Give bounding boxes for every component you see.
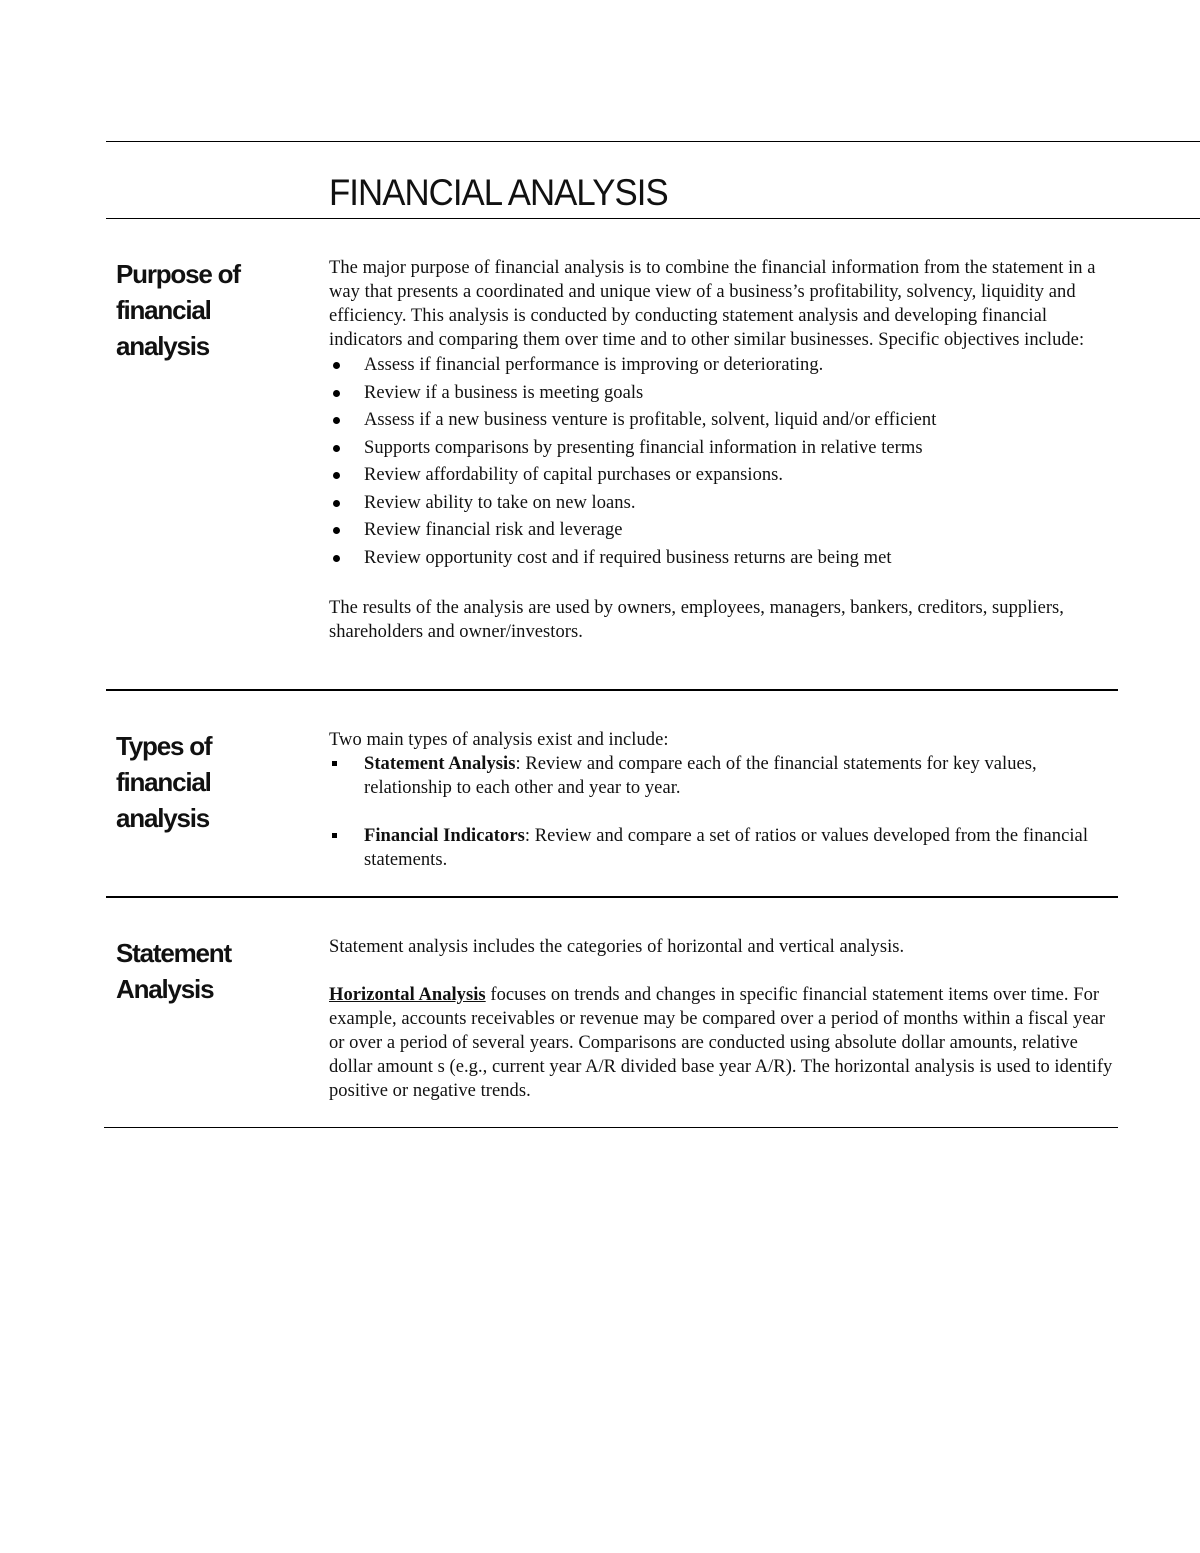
purpose-closing: The results of the analysis are used by owners, employees, managers, bankers, creditors, suppliers, shareholders and owner/investors. <box>329 598 1064 642</box>
section-heading-types: Types of financial analysis <box>116 731 212 833</box>
list-item: Supports comparisons by presenting financial information in relative terms <box>329 435 1119 463</box>
objectives-list <box>329 352 1119 572</box>
type-description: : Review and compare a set of ratios or values developed from the financial statements. <box>364 826 1089 870</box>
section-divider <box>106 689 1118 691</box>
section-body-purpose <box>329 256 1119 644</box>
type-term: Financial Indicators <box>364 826 525 846</box>
list-item <box>329 824 1119 872</box>
list-item: Review if a business is meeting goals <box>329 380 1119 408</box>
list-item: Review opportunity cost and if required business returns are being met <box>329 545 1119 573</box>
section-body-statement <box>329 935 1119 1103</box>
horizontal-analysis-text: focuses on trends and changes in specific financial statement items over time. For example, accounts receivables or revenue may be compared over a period of months within a fiscal year or over a period of several years. Comparisons are conducted using absolute dollar amounts, relative dollar amount s (e.g., current year A/R divided base year A/R). The horizontal analysis is used to identify positive or negative trends. <box>329 985 1113 1101</box>
section-body-types <box>329 728 1119 872</box>
bottom-rule <box>104 1127 1118 1128</box>
section-heading-statement: Statement Analysis <box>116 938 231 1004</box>
list-item: Review ability to take on new loans. <box>329 490 1119 518</box>
horizontal-analysis-paragraph <box>329 983 1119 1103</box>
type-term: Statement Analysis <box>364 754 516 774</box>
top-rule <box>106 141 1200 142</box>
section-divider <box>106 896 1118 898</box>
title-rule <box>106 218 1200 219</box>
page-title: FINANCIAL ANALYSIS <box>329 172 668 213</box>
list-item <box>329 752 1119 800</box>
section-heading-purpose: Purpose of financial analysis <box>116 259 240 361</box>
list-item: Review affordability of capital purchases or expansions. <box>329 462 1119 490</box>
list-item: Review financial risk and leverage <box>329 517 1119 545</box>
list-item: Assess if a new business venture is profitable, solvent, liquid and/or efficient <box>329 407 1119 435</box>
types-list <box>329 752 1119 872</box>
statement-intro: Statement analysis includes the categories of horizontal and vertical analysis. <box>329 937 905 957</box>
types-intro: Two main types of analysis exist and include: <box>329 730 669 750</box>
horizontal-analysis-term: Horizontal Analysis <box>329 985 486 1005</box>
type-description: : Review and compare each of the financial statements for key values, relationship to each other and year to year. <box>364 754 1037 798</box>
purpose-intro: The major purpose of financial analysis is to combine the financial information from the statement in a way that presents a coordinated and unique view of a business’s profitability, solvency, liquidity and efficiency. This analysis is conducted by conducting statement analysis and developing financial indicators and comparing them over time and to other similar businesses. Specific objectives include: <box>329 258 1096 350</box>
list-item: Assess if financial performance is improving or deteriorating. <box>329 352 1119 380</box>
